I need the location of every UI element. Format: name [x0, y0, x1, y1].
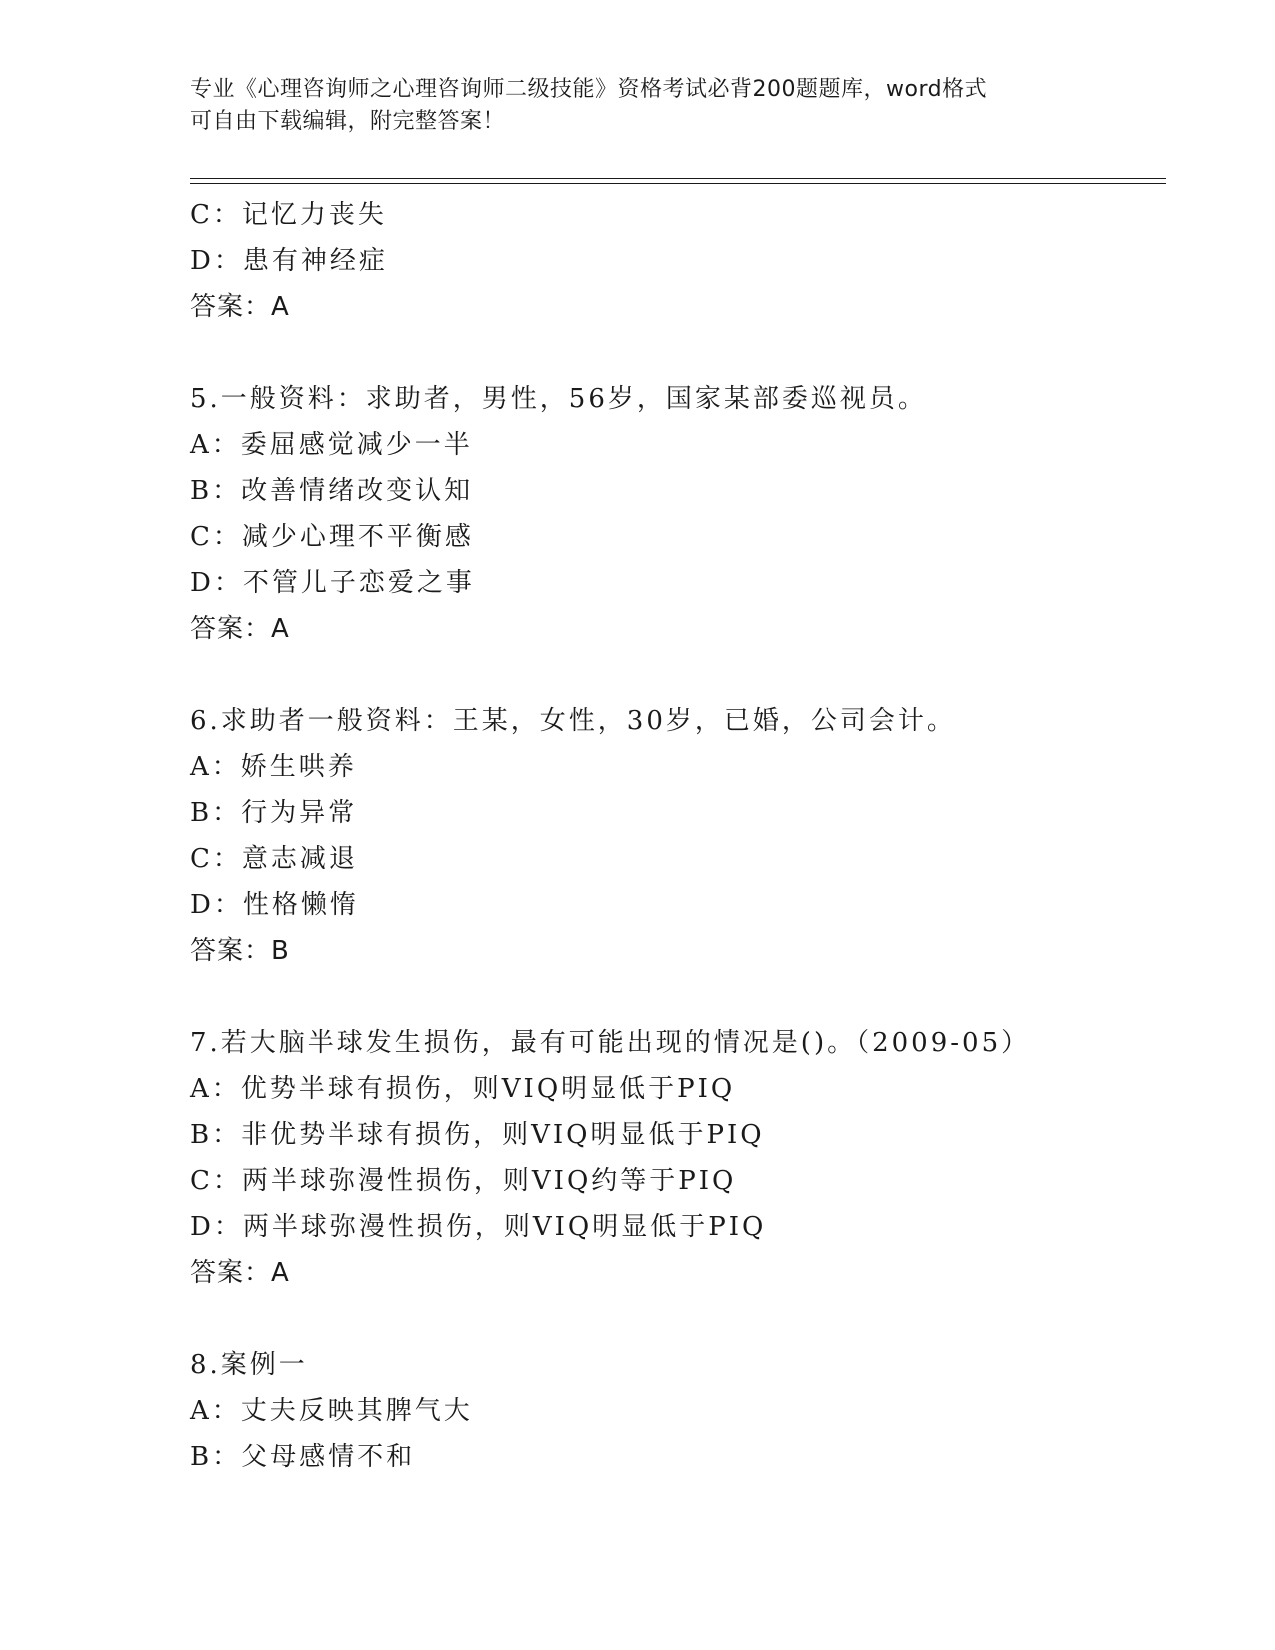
header-line-2: 可自由下载编辑，附完整答案！ [190, 109, 506, 134]
option-a: A：丈夫反映其脾气大 [190, 1396, 473, 1426]
option-a: A：娇生哄养 [190, 752, 357, 782]
answer-line: 答案：A [190, 292, 290, 322]
option-b: B：行为异常 [190, 798, 358, 828]
option-d: D：患有神经症 [190, 246, 388, 276]
option-c: C：意志减退 [190, 844, 358, 874]
answer-line: 答案：A [190, 614, 290, 644]
option-b: B：父母感情不和 [190, 1442, 416, 1472]
spacer [190, 330, 1166, 376]
option-d: D：两半球弥漫性损伤，则VIQ明显低于PIQ [190, 1212, 767, 1242]
question-stem: 8.案例一 [190, 1350, 308, 1380]
question-stem: 5.一般资料：求助者，男性，56岁，国家某部委巡视员。 [190, 384, 927, 414]
option-c: C：减少心理不平衡感 [190, 522, 474, 552]
option-c: C：两半球弥漫性损伤，则VIQ约等于PIQ [190, 1166, 737, 1196]
option-a: A：委屈感觉减少一半 [190, 430, 473, 460]
header-divider-bottom [190, 183, 1166, 184]
answer-line: 答案：A [190, 1258, 290, 1288]
question-stem: 6.求助者一般资料：王某，女性，30岁，已婚，公司会计。 [190, 706, 956, 736]
option-d: D：不管儿子恋爱之事 [190, 568, 475, 598]
spacer [190, 652, 1166, 698]
spacer [190, 974, 1166, 1020]
option-d: D：性格懒惰 [190, 890, 359, 920]
option-b: B：改善情绪改变认知 [190, 476, 474, 506]
document-header [190, 74, 1090, 138]
option-c: C：记忆力丧失 [190, 200, 387, 230]
spacer [190, 1296, 1166, 1342]
question-stem: 7.若大脑半球发生损伤，最有可能出现的情况是()。（2009-05） [190, 1028, 1031, 1058]
header-line-1: 专业《心理咨询师之心理咨询师二级技能》资格考试必背200题题库，word格式 [190, 77, 988, 102]
header-divider-top [190, 178, 1166, 179]
question-list [190, 192, 1166, 1480]
option-b: B：非优势半球有损伤，则VIQ明显低于PIQ [190, 1120, 765, 1150]
answer-line: 答案：B [190, 936, 290, 966]
option-a: A：优势半球有损伤，则VIQ明显低于PIQ [190, 1074, 736, 1104]
